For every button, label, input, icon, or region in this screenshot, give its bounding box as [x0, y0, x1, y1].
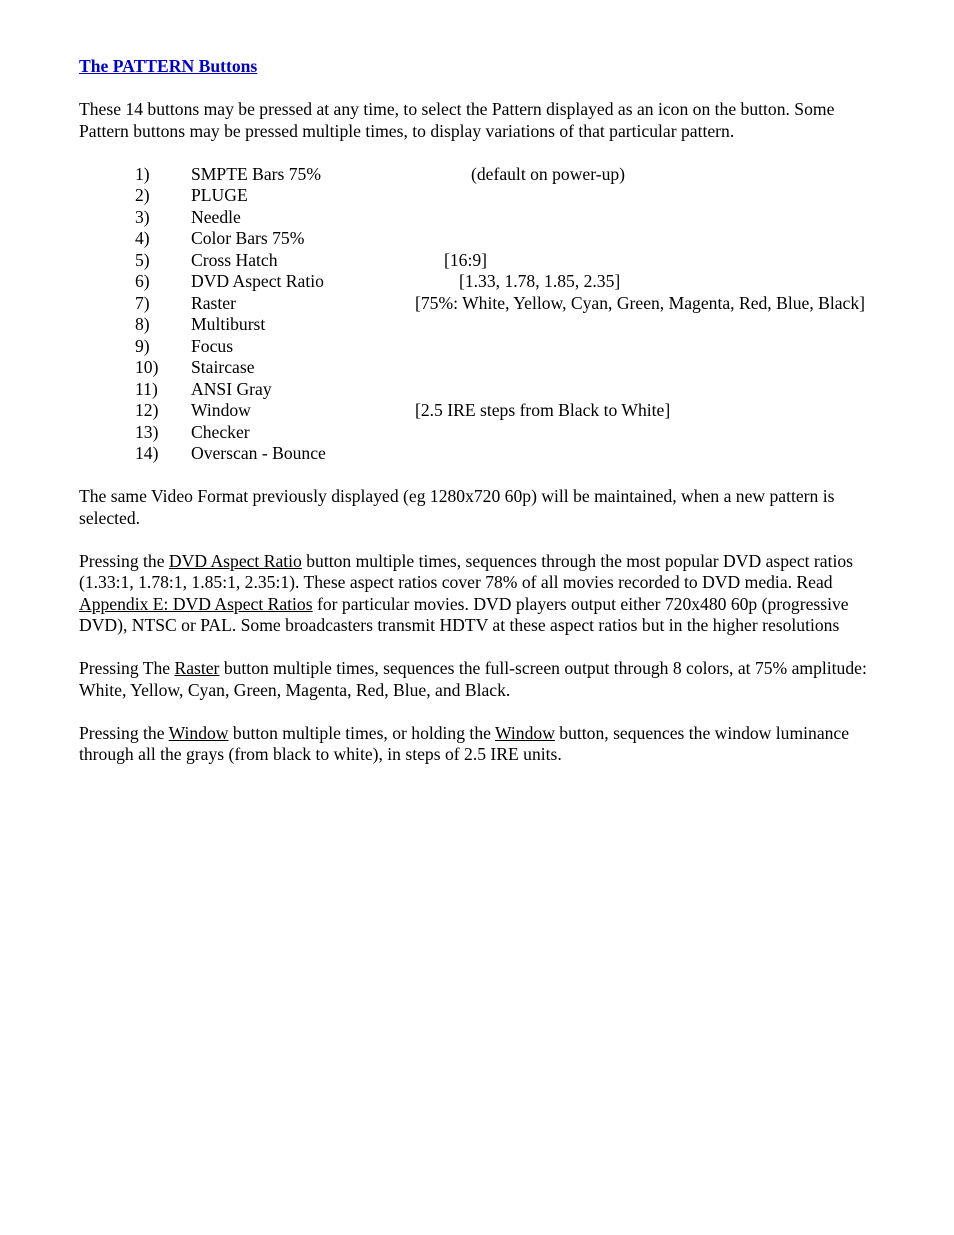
text-run: Pressing the: [79, 550, 169, 571]
pattern-name: Multiburst: [191, 314, 266, 334]
pattern-name: Overscan - Bounce: [191, 443, 326, 463]
pattern-name: Window: [191, 400, 251, 420]
intro-paragraph: These 14 buttons may be pressed at any time, to select the Pattern displayed as an icon on the button. Some Pattern buttons may be pressed multiple times, to display variations of that particular pattern.: [79, 99, 835, 141]
pattern-list-item: [79, 293, 879, 315]
pattern-list-item: [79, 400, 879, 422]
format-paragraph: The same Video Format previously displayed (eg 1280x720 60p) will be maintained, when a new pattern is selected.: [79, 486, 835, 528]
text-run: Pressing the: [79, 722, 169, 743]
pattern-number: 7): [135, 292, 150, 313]
pattern-number: 9): [135, 335, 150, 356]
pattern-list-item: [79, 164, 879, 186]
pattern-number: 12): [135, 400, 159, 420]
text-run: Pressing The: [79, 658, 175, 678]
pattern-list-item: [79, 443, 879, 465]
text-run: button multiple times, sequences the full-screen output through 8 colors, at 75% amplitude: White, Yellow, Cyan, Green, Magenta, Red, Blue, and Black.: [79, 658, 867, 700]
text-run: button, sequences the window luminance through all the grays (from black to white), in steps of 2.5 IRE units.: [79, 722, 850, 764]
section-heading-link[interactable]: The PATTERN Buttons: [79, 56, 258, 76]
pattern-name: Staircase: [191, 357, 255, 377]
pattern-name: Needle: [191, 206, 241, 227]
pattern-list-item: [79, 271, 879, 293]
pattern-list-item: [79, 250, 879, 272]
pattern-name: Cross Hatch: [191, 249, 278, 270]
pattern-note: [1.33, 1.78, 1.85, 2.35]: [459, 271, 621, 291]
dvd-aspect-ratio-ref: DVD Aspect Ratio: [168, 550, 302, 571]
pattern-number: 5): [135, 249, 150, 270]
pattern-list-item: [79, 314, 879, 336]
pattern-number: 10): [135, 357, 159, 377]
pattern-number: 3): [135, 206, 150, 227]
pattern-name: Raster: [191, 292, 236, 313]
pattern-number: 11): [135, 378, 158, 399]
pattern-name: Color Bars 75%: [191, 228, 305, 248]
document-page: [79, 56, 879, 787]
pattern-note: [2.5 IRE steps from Black to White]: [415, 400, 671, 420]
pattern-number: 2): [135, 185, 150, 205]
pattern-number: 14): [135, 443, 159, 463]
pattern-note: [16:9]: [444, 249, 487, 270]
pattern-name: Checker: [191, 421, 250, 442]
pattern-list-item: [79, 336, 879, 358]
pattern-note: [75%: White, Yellow, Cyan, Green, Magenta, Red, Blue, Black]: [415, 292, 866, 313]
window-ref: Window: [168, 722, 229, 743]
pattern-list: [79, 164, 879, 465]
pattern-name: SMPTE Bars 75%: [191, 163, 322, 184]
pattern-list-item: [79, 422, 879, 444]
pattern-number: 6): [135, 271, 150, 291]
pattern-list-item: [79, 207, 879, 229]
pattern-note: (default on power-up): [471, 163, 626, 184]
pattern-name: DVD Aspect Ratio: [191, 271, 324, 291]
text-run: button multiple times, sequences through the most popular DVD aspect ratios (1.33:1, 1.78:1, 1.85:1, 2.35:1). These aspect ratios cover 78% of all movies recorded to DVD media. Read: [79, 550, 854, 592]
window-paragraph: [79, 723, 879, 766]
appendix-e-ref: Appendix E: DVD Aspect Ratios: [79, 593, 313, 614]
pattern-number: 8): [135, 314, 150, 334]
pattern-list-item: [79, 228, 879, 250]
pattern-name: ANSI Gray: [191, 378, 272, 399]
window-ref: Window: [495, 722, 555, 743]
pattern-list-item: [79, 357, 879, 379]
raster-paragraph: [79, 658, 879, 701]
pattern-name: PLUGE: [191, 185, 248, 205]
pattern-number: 4): [135, 228, 150, 248]
pattern-name: Focus: [191, 335, 234, 356]
pattern-list-item: [79, 379, 879, 401]
raster-ref: Raster: [174, 658, 220, 678]
text-run: button multiple times, or holding the: [228, 722, 496, 743]
dvd-paragraph: [79, 551, 879, 637]
pattern-list-item: [79, 185, 879, 207]
pattern-number: 1): [135, 163, 150, 184]
text-run: for particular movies. DVD players output either 720x480 60p (progressive DVD), NTSC or PAL. Some broadcasters transmit HDTV at these aspect ratios but in the higher resolutions: [79, 593, 849, 635]
pattern-number: 13): [135, 421, 159, 442]
